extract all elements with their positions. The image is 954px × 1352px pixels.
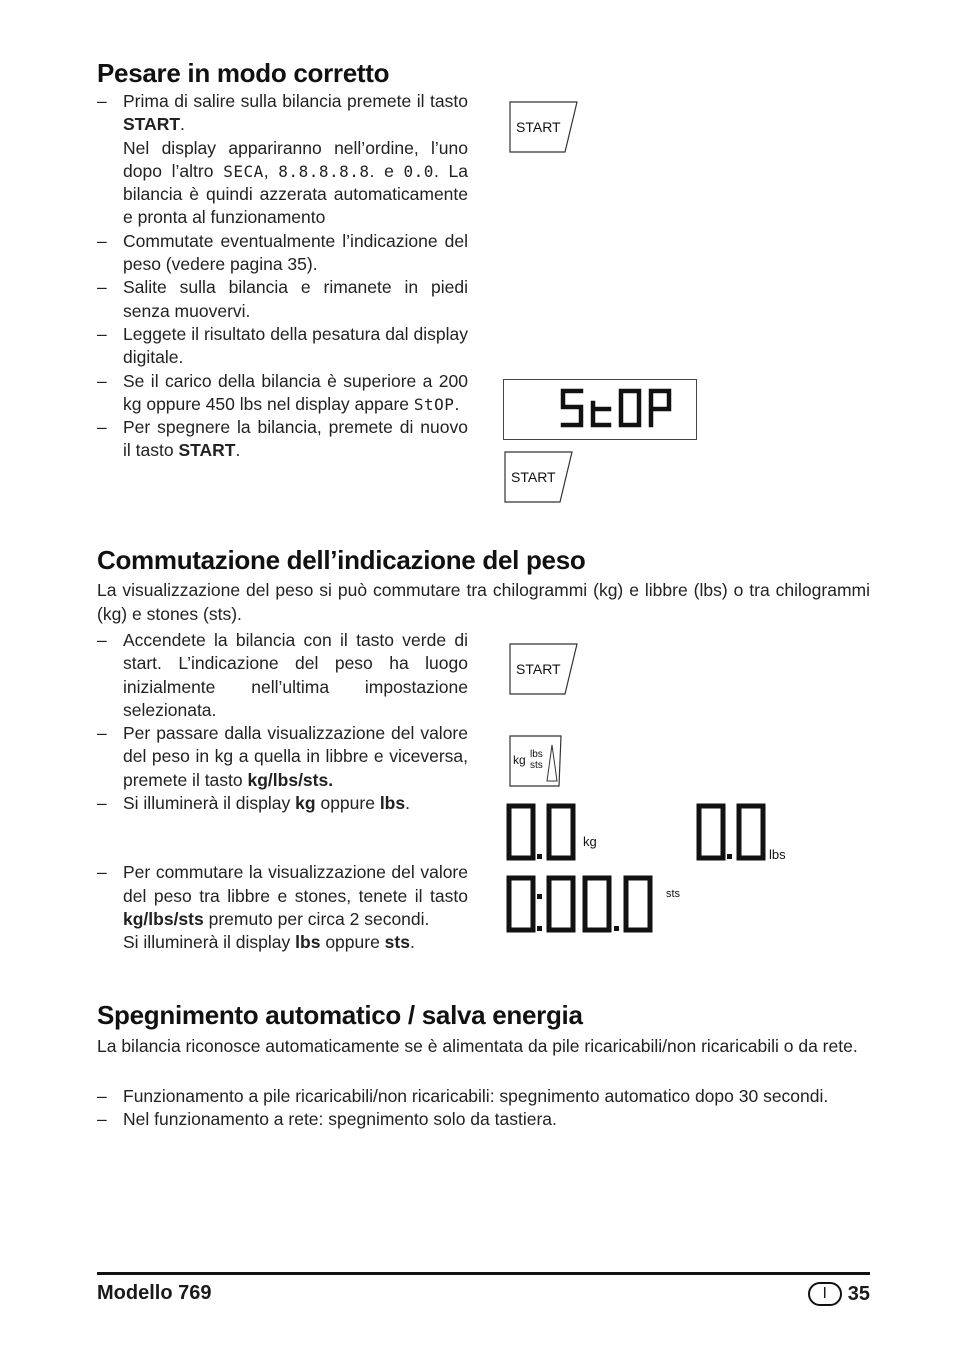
lbs-unit-label: lbs bbox=[769, 847, 786, 862]
test-display-text: 8.8.8.8.8 bbox=[278, 161, 370, 181]
start-key-illustration bbox=[509, 643, 579, 695]
list-item: – Funzionamento a pile ricaricabili/non ricaricabili: spegnimento automatico dopo 30 secondi. bbox=[97, 1085, 870, 1108]
unit-switch-intro: La visualizzazione del peso si può commutare tra chilogrammi (kg) e libbre (lbs) o tra chilogrammi (kg) e stones (sts). bbox=[97, 580, 870, 624]
zero-display-text: 0.0 bbox=[403, 161, 434, 181]
list-item: – Per spegnere la bilancia, premete di nuovo il tasto START. bbox=[97, 416, 468, 463]
list-item: – Salite sulla bilancia e rimanete in piedi senza muovervi. bbox=[97, 276, 468, 323]
list-item: – Accendete la bilancia con il tasto verde di start. L’indicazione del peso ha luogo inizialmente nell’ultima impostazione selezionata. bbox=[97, 629, 468, 722]
kg-unit-label: kg bbox=[583, 834, 597, 849]
list-item: – Commutate eventualmente l’indicazione del peso (vedere pagina 35). bbox=[97, 230, 468, 277]
list-item: – Leggete il risultato della pesatura dal display digitale. bbox=[97, 323, 468, 370]
list-item: – Si illuminerà il display kg oppure lbs. bbox=[97, 792, 468, 815]
section-title-auto-off: Spegnimento automatico / salva energia bbox=[97, 1000, 583, 1030]
unit-key-sts-label: sts bbox=[530, 760, 543, 771]
start-key-illustration bbox=[509, 101, 579, 153]
footer-model: Modello 769 bbox=[97, 1282, 212, 1304]
footer-page-info bbox=[808, 1282, 870, 1306]
footer-divider bbox=[97, 1272, 870, 1275]
unit-key-kg-label: kg bbox=[513, 753, 526, 767]
sts-unit-label: sts bbox=[666, 888, 681, 900]
language-badge: I bbox=[808, 1282, 842, 1306]
list-item: – Se il carico della bilancia è superiore a 200 kg oppure 450 lbs nel display appare StOP. bbox=[97, 370, 468, 417]
stop-display-text: StOP bbox=[413, 394, 455, 414]
kg-lcd-display bbox=[505, 802, 615, 866]
lbs-lcd-display bbox=[695, 802, 805, 866]
list-item: – Prima di salire sulla bilancia premete il tasto START. Nel display appariranno nell’ordine, l’uno dopo l’altro SECA, 8.8.8.8.8. e 0.0. La bilancia è quindi azzerata automaticamente e pronta al funzionamento bbox=[97, 90, 468, 230]
section-title-weighing: Pesare in modo corretto bbox=[97, 58, 390, 88]
seca-display-text: SECA bbox=[223, 161, 264, 181]
list-item: – Per commutare la visualizzazione del valore del peso tra libbre e stones, tenete il tasto kg/lbs/sts premuto per circa 2 secondi. Si illuminerà il display lbs oppure sts. bbox=[97, 861, 468, 954]
weighing-steps-list bbox=[97, 90, 468, 463]
start-key-label: START bbox=[516, 661, 561, 677]
start-key-label: START bbox=[516, 119, 561, 135]
list-item: – Per passare dalla visualizzazione del valore del peso in kg a quella in libbre e viceversa, premete il tasto kg/lbs/sts. bbox=[97, 722, 468, 792]
unit-key-illustration bbox=[509, 735, 563, 787]
auto-off-intro: La bilancia riconosce automaticamente se è alimentata da pile ricaricabili/non ricaricabili o da rete. bbox=[97, 1036, 858, 1056]
start-key-illustration bbox=[504, 451, 574, 503]
unit-switch-steps-list bbox=[97, 629, 468, 955]
sts-lcd-display bbox=[505, 872, 695, 938]
stop-lcd-display bbox=[503, 379, 697, 440]
start-key-label: START bbox=[511, 469, 556, 485]
section-title-unit-switch: Commutazione dell’indicazione del peso bbox=[97, 545, 586, 575]
list-item: – Nel funzionamento a rete: spegnimento solo da tastiera. bbox=[97, 1108, 870, 1131]
auto-off-list bbox=[97, 1085, 870, 1132]
page-number: 35 bbox=[847, 1282, 870, 1305]
unit-key-lbs-label: lbs bbox=[530, 749, 543, 760]
